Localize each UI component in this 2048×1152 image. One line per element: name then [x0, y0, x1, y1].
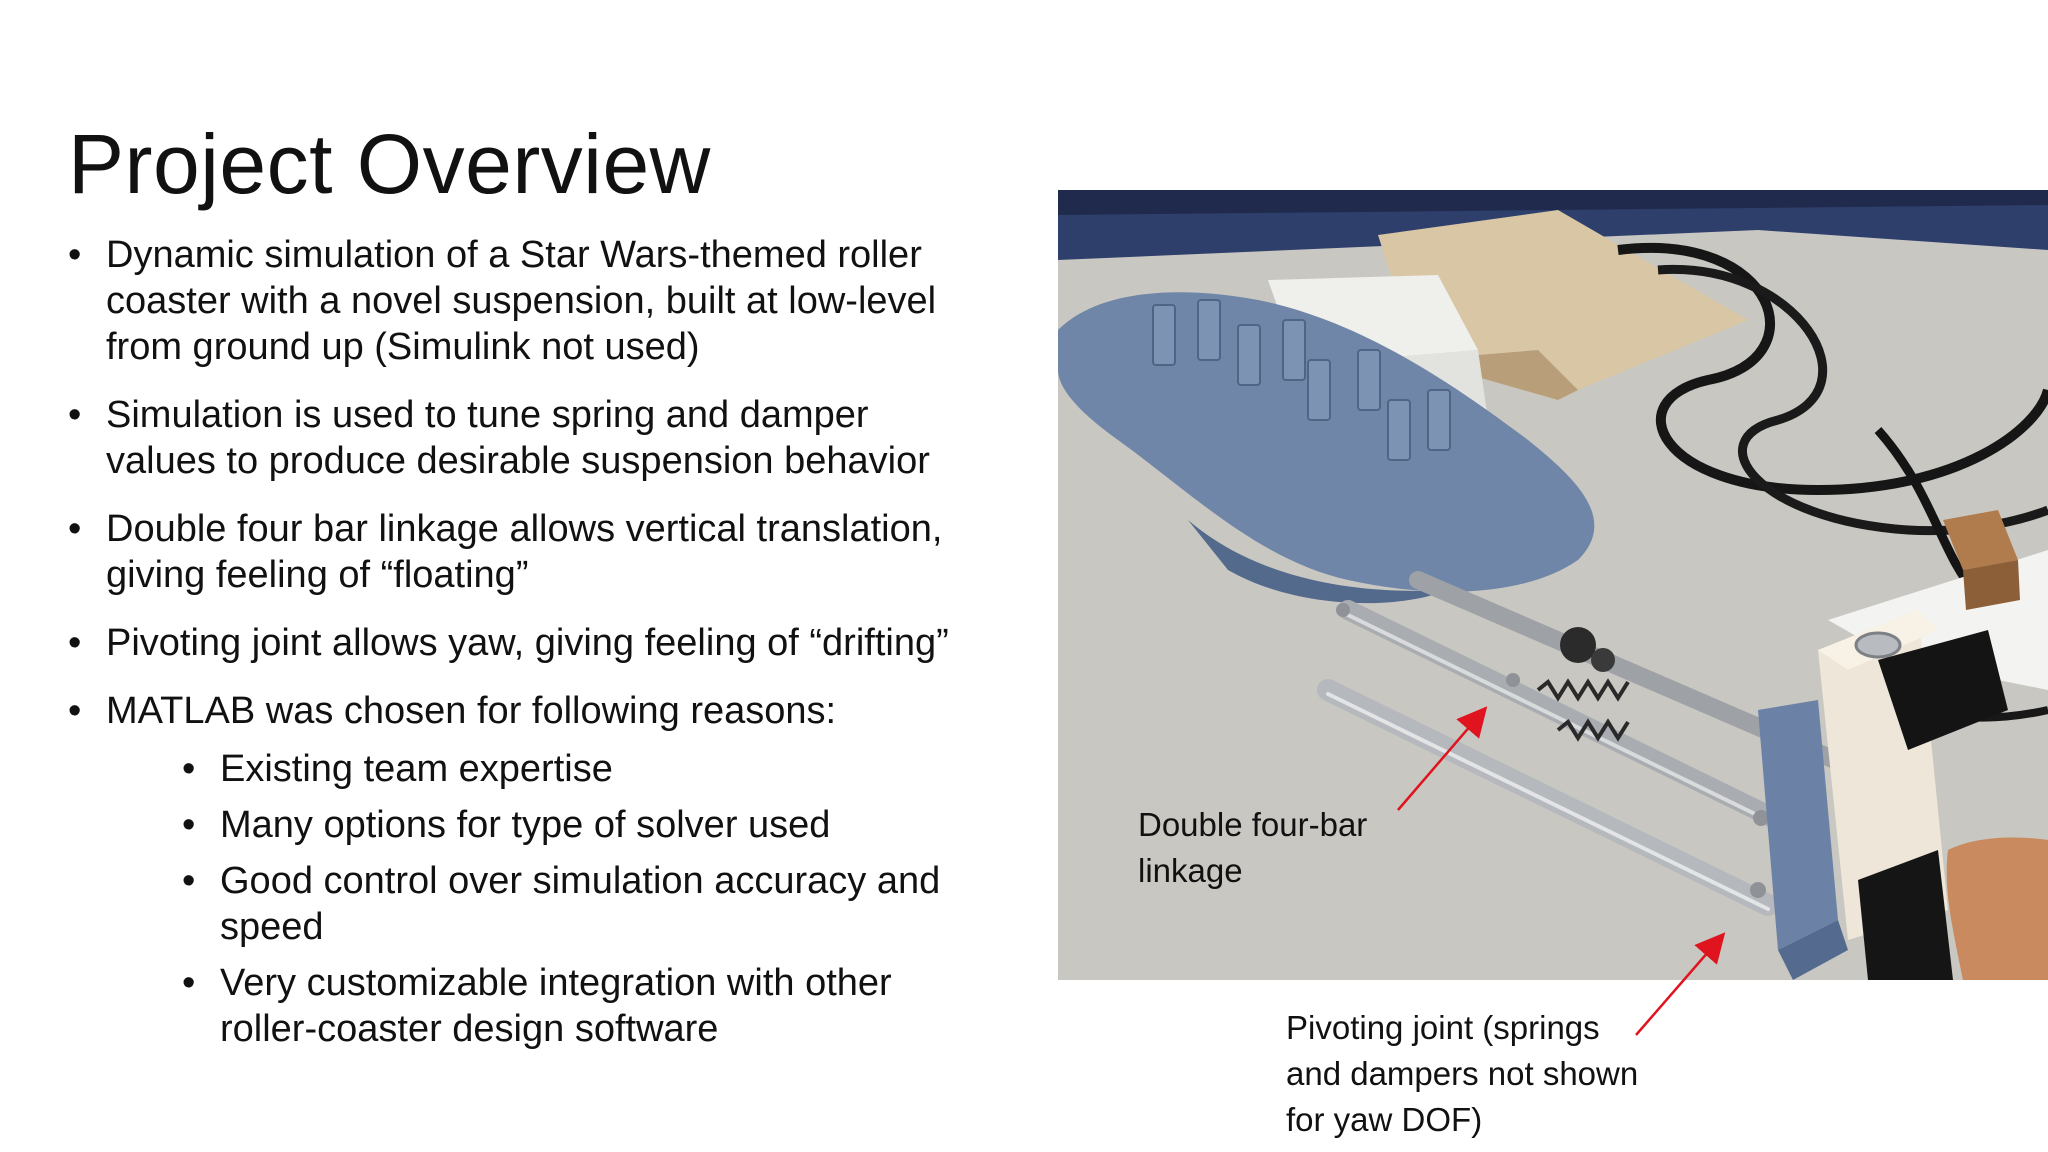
bullet-item [68, 232, 968, 370]
bullet-item [68, 392, 968, 484]
bullet-list [68, 232, 968, 1074]
bullet-text: Pivoting joint allows yaw, giving feeling of “drifting” [106, 622, 949, 664]
bullet-text: Double four bar linkage allows vertical translation, giving feeling of “floating” [106, 508, 943, 596]
caption-pivot: Pivoting joint (springs and dampers not shown for yaw DOF) [1286, 1009, 1639, 1138]
sub-bullet-item: • Very customizable integration with other roller-coaster design software [182, 960, 968, 1052]
sub-bullet-item: • Good control over simulation accuracy and speed [182, 858, 968, 950]
bullet-text: MATLAB was chosen for following reasons: [106, 690, 837, 732]
sub-bullet-item: • Existing team expertise [182, 746, 968, 792]
bullet-text: Dynamic simulation of a Star Wars-themed roller coaster with a novel suspension, built at low-level from ground up (Simulink not used) [106, 234, 937, 368]
sub-bullet-item: • Many options for type of solver used [182, 802, 968, 848]
bullet-item [68, 506, 968, 598]
bullet-text: Simulation is used to tune spring and damper values to produce desirable suspension behavior [106, 394, 930, 482]
bullet-item [68, 688, 968, 1052]
sub-bullet-list [106, 746, 968, 1052]
bullet-item [68, 620, 968, 666]
slide-title: Project Overview [68, 117, 711, 211]
caption-linkage: Double four-bar linkage [1138, 806, 1368, 889]
